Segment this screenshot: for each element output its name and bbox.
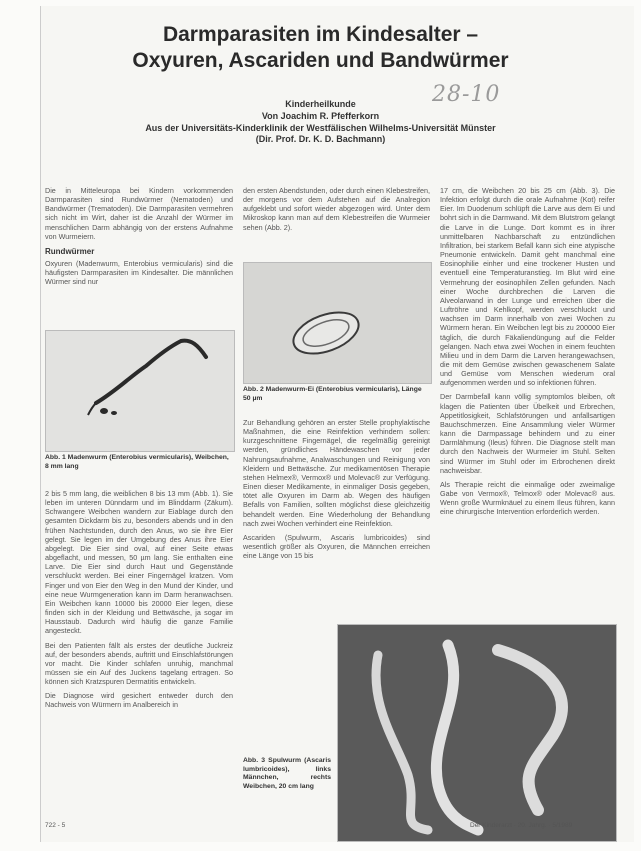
- article-title-line1: Darmparasiten im Kindesalter –: [162, 23, 479, 46]
- figure1-photo: [45, 330, 235, 452]
- oxyuren-diagnosis: Die Diagnose wird gesichert entweder durch den Nachweis von Würmern im Analbereich in: [45, 691, 233, 710]
- column2-bottom: [243, 418, 430, 618]
- director-line: (Dir. Prof. Dr. K. D. Bachmann): [255, 134, 386, 144]
- ascariden-therapy: Als Therapie reicht die einmalige oder zweimalige Gabe von Vermox®, Telmox® oder Molevac® aus. Wenn große Wurmknäuel zu einem Ileus führen, kann eine chirurgische Intervention erforderlich werden.: [440, 479, 615, 517]
- page-number: 722 - 5: [45, 822, 66, 829]
- diagnosis-continued: den ersten Abendstunden, oder durch einen Klebestreifen, der morgens vor dem Aufstehen auf die Analregion aufgeklebt und sofort wieder abgezogen wird. Unter dem Mikroskop kann man auf dem Klebestreifen die Wurmeier sehen (Abb. 2).: [243, 186, 430, 232]
- figure3-caption: Abb. 3 Spulwurm (Ascaris lumbricoides), links Männchen, rechts Weibchen, 20 cm lang: [243, 757, 331, 790]
- column3: [440, 186, 615, 618]
- ascariden-paragraph: Ascariden (Spulwurm, Ascaris lumbricoides) sind wesentlich größer als Oxyuren, die Männchen erreichen eine Länge von 15 bis: [243, 532, 430, 561]
- figure2-photo: [243, 262, 432, 384]
- institution-line: Aus der Universitäts-Kinderklinik der Westfälischen Wilhelms-Universität Münster: [145, 123, 496, 133]
- handwritten-note: 28-10: [432, 82, 501, 107]
- figure1-caption: Abb. 1 Madenwurm (Enterobius vermicularis), Weibchen, 8 mm lang: [45, 454, 229, 470]
- pinworm-egg-image: [244, 263, 431, 383]
- author-line: Von Joachim R. Pfefferkorn: [261, 111, 380, 121]
- column2-top: [243, 186, 430, 254]
- ascariden-symptoms: Der Darmbefall kann völlig symptomlos bleiben, oft klagen die Patienten über Übelkeit und Erbrechen, Appetitlosigkeit, Schlafstörungen und anfallsartigen Bauchschmerzen. Eine Ansammlung vieler Würmer kann die Darmpassage behindern und zu einer Darmlähmung (Ileus) führen. Die Diagnose stellt man durch den Nachweis der Wurmeier im Stuhl. Selten sind Würmer im Stuhl oder im Erbrochenen direkt nachweisbar.: [440, 392, 615, 475]
- figure3-photo: [337, 624, 617, 842]
- roundworm-image: [338, 625, 616, 841]
- column1-top: [45, 186, 233, 324]
- article-title-line2: Oxyuren, Ascariden und Bandwürmer: [132, 49, 509, 72]
- intro-paragraph: Die in Mitteleuropa bei Kindern vorkommenden Darmparasiten sind Rundwürmer (Nematoden) und Bandwürmer (Trematoden). Die Darmparasiten vermehren sich nicht im Wirt, daher ist die Anzahl der Würmer im menschlichen Darm abhängig von der erstens Aufnahme von Wurmeiern.: [45, 186, 233, 241]
- rubric: Kinderheilkunde: [285, 99, 356, 109]
- treatment-paragraph: Zur Behandlung gehören an erster Stelle prophylaktische Maßnahmen, die eine Reinfektion verhindern sollen: kurzgeschnittene Fingernägel, die regelmäßig gereinigt werden, gründliches Händewaschen vor jeder Nahrungsaufnahme, Analwaschungen und Reinigung von Kleidern und Bettwäsche. Zur medikamentösen Therapie stehen Helmex®, Vermox® und Molevac® zur Verfügung. Einen dieser Medikamente, in einmaliger Dosis gegeben, tötet alle Oxyuren im Darm ab. Wegen des häufigen Befalls von Familien, sollten möglichst diese gleichzeitig behandelt werden. Eine Wiederholung der Behandlung nach zwei Wochen verhindert eine Reinfektion.: [243, 418, 430, 528]
- journal-reference: Der Kinderarzt · 20. Jahrg. · 5/1989: [470, 822, 573, 829]
- oxyuren-symptoms: Bei den Patienten fällt als erstes der deutliche Juckreiz auf, der besonders abends, auftritt und Einschlafstörungen vor macht. Die Kinder schlafen unruhig, manchmal müssen sie ein Auf des Juckens tagelang ertragen. So können sich Kratzspuren Dermatitis entwickeln.: [45, 640, 233, 687]
- section-heading-rundwuermer: Rundwürmer: [45, 246, 95, 256]
- pinworm-image: [46, 331, 234, 451]
- column1-bottom: [45, 489, 233, 817]
- oxyuren-paragraph: Oxyuren (Madenwurm, Enterobius vermicularis) sind die häufigsten Darmparasiten im Kindesalter. Die männlichen Würmer sind nur: [45, 259, 233, 287]
- figure2-caption: Abb. 2 Madenwurm-Ei (Enterobius vermicularis), Länge 50 µm: [243, 386, 422, 402]
- oxyuren-description: 2 bis 5 mm lang, die weiblichen 8 bis 13 mm (Abb. 1). Sie leben im unteren Dünndarm und im Blinddarm (Zäkum). Schwangere Weibchen wandern zur Eiablage durch den gesamten Dickdarm bis zu, besonders abends und in den frühen Nachtstunden, durch den Anus, wo sie ihre Eier gelegt. Sie legen im der Umgebung des Anus ihre Eier abgelegt. Die Eier sind oval, auf einer Seite etwas abgeflacht, und messen, 50 µm lang. Sie enthalten eine Larve. Die Eier sind durch Haut und Gegenstände verschluckt werden. Bei einer Fingernägel kratzen. Vom Finger und von Eier den Weg in den Mund der Kinder, und eine neue Wurmgeneration kann im Darm heranwachsen. Ein Weibchen kann 10000 bis 20000 Eier legen, diese finden sich in der Kleidung und Bettwäsche, ja sogar im Hausstaub. Dadurch wird häufig die ganze Familie angesteckt.: [45, 489, 233, 636]
- ascariden-lifecycle: 17 cm, die Weibchen 20 bis 25 cm (Abb. 3). Die Infektion erfolgt durch die orale Aufnahme (Kot) reifer Eier. Im Duodenum schlüpft die Larve aus dem Ei und bohrt sich in die Darmwand. Mit dem Blutstrom gelangt die Larve in die Lunge. Dort kommt es in ihrer unmittelbaren Nachbarschaft zu entzündlichen Infiltration, bei starkem Befall kann sich eine atypische Pneumonie entwickeln. Damit geht manchmal eine Eosinophilie einher und eine trockener Husten und eventuell eine Temperaturanstieg. Im Blut wird eine Vermehrung der eosinophilen Zellen gefunden. Nach einer Woche durchbrechen die Larven die Alveolarwand in der Lunge und erreichen über die Luftröhre und Kehlkopf, werden verschluckt und wachsen im Darm innerhalb von zwei Wochen zu Würmern heran. Ein Weibchen legt bis zu 200000 Eier täglich, die durch Fäkaliendüngung auf die Felder gelangen. Nach etwa zwei Wochen in einem feuchten Milieu und in dem Darm die Larven herangewachsen, die mit dem Gemüse zwischen gewaschenem Salate und Gemüse vom Menschen wiederum oral aufgenommen werden und so infektionen führen.: [440, 186, 615, 388]
